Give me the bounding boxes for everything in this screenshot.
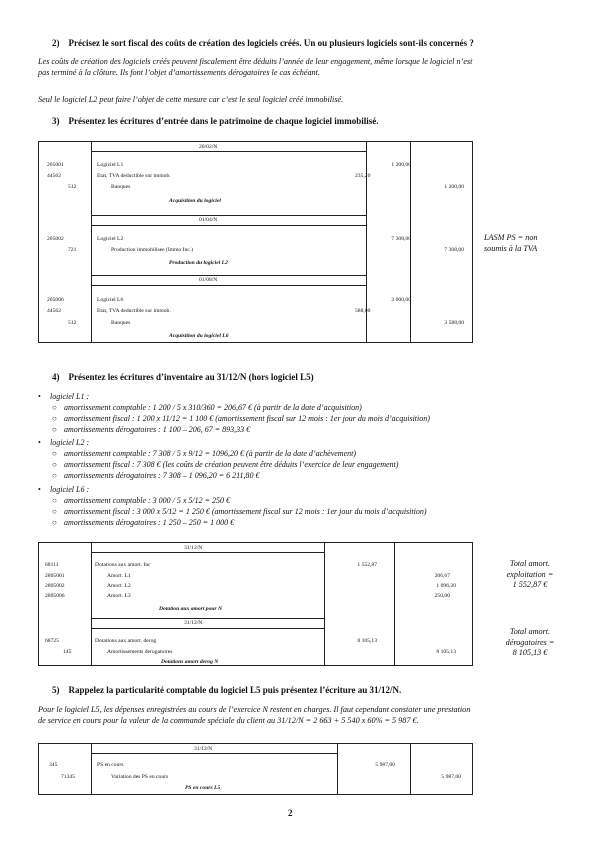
ps-en-cours-table xyxy=(38,743,473,795)
entry-date: 31/12/N xyxy=(194,746,213,752)
entry-date: 31/12/N xyxy=(184,545,203,551)
l1-heading: logiciel L1 : xyxy=(50,392,90,401)
account-number: 2805006 xyxy=(45,593,65,599)
tva-note-line-1: LASM PS = non xyxy=(484,233,538,242)
note-line: dérogatoires = xyxy=(505,637,555,647)
entry-date: 01/08/N xyxy=(199,277,218,283)
note-line: Total amort. xyxy=(509,559,551,568)
credit-amount: 7 308,00 xyxy=(444,247,464,253)
l6-heading: logiciel L6 : xyxy=(50,485,90,494)
entry-caption: Acquisition du logiciel xyxy=(169,198,221,204)
account-number: 345 xyxy=(49,762,58,768)
q5-paragraph-line-2: de service en cours pour la valeur de la commande spéciale du client au 31/12/N = 2 663 + 5 540 x 60% = 5 987 €. xyxy=(38,716,419,725)
account-number: 71345 xyxy=(61,774,75,780)
l2-line-a: amortissement comptable : 7 308 / 5 x 9/12 = 1096,20 € (à partir de la date d’achèvement) xyxy=(64,449,357,458)
debit-amount: 1 200,00 xyxy=(391,162,411,168)
account-number: 205001 xyxy=(47,162,64,168)
tva-note xyxy=(484,233,576,254)
line-label: Logiciel L1 xyxy=(97,162,124,168)
l1-line-b: amortissement fiscal : 1 200 x 11/12 = 1 100 € (amortissement fiscal sur 12 mois : 1er jour du mois d’acquisition) xyxy=(64,414,430,423)
total-amort-derog-note xyxy=(482,627,578,659)
note-line: 1 552,87 € xyxy=(512,580,548,589)
line-label: Production immobilisee (Immo Inc.) xyxy=(111,247,194,253)
entry-caption: PS en cours L5 xyxy=(185,785,221,791)
l2-line-c: amortissements dérogatoires : 7 308 – 1 096,20 = 6 211,80 € xyxy=(64,471,260,480)
line-label: Amort. L1 xyxy=(107,573,131,579)
entry-caption: Acquisition du logiciel L6 xyxy=(169,333,229,339)
line-label: Logiciel L2 xyxy=(97,236,124,242)
account-number: 44562 xyxy=(47,173,61,179)
line-label: PS en cours xyxy=(97,762,124,768)
credit-amount: 1 200,00 xyxy=(444,184,464,190)
debit-amount: 8 105,13 xyxy=(357,638,377,644)
circle-bullet-icon: ○ xyxy=(52,403,57,412)
line-label: Amortissements derogatoires xyxy=(107,649,173,655)
question-5-title: 5) Rappelez la particularité comptable du logiciel L5 puis présentez l’écriture au 31/12/N. xyxy=(52,685,402,695)
line-label: Dotations aux amort. Inc xyxy=(95,562,151,568)
bullet-icon: • xyxy=(38,438,41,447)
inventory-entries-table xyxy=(38,542,473,666)
line-label: Variation des PS en cours xyxy=(111,774,169,780)
line-label: Logiciel L6 xyxy=(97,297,124,303)
debit-amount: 3 000,00 xyxy=(391,297,411,303)
account-number: 2805001 xyxy=(45,573,65,579)
account-number: 2805002 xyxy=(45,583,65,589)
circle-bullet-icon: ○ xyxy=(52,414,57,423)
l1-line-c: amortissements dérogatoires : 1 100 – 206, 67 = 893,33 € xyxy=(64,425,251,434)
account-number: 205006 xyxy=(47,297,64,303)
account-number: 145 xyxy=(63,649,72,655)
line-label: Etat, TVA deductible sur immob. xyxy=(97,173,171,179)
question-4-title: 4) Présentez les écritures d’inventaire au 31/12/N (hors logiciel L5) xyxy=(52,372,314,382)
debit-amount: 5 987,00 xyxy=(375,762,395,768)
account-number: 68111 xyxy=(45,562,59,568)
note-line: exploitation = xyxy=(506,569,554,579)
credit-amount: 1 096,20 xyxy=(436,583,456,589)
line-label: Dotations aux amort. derog xyxy=(95,638,157,644)
q2-paragraph-line-2: pas terminé à la clôture. Ils font l’objet d’amortissements dérogatoires le cas échéant. xyxy=(38,68,320,77)
line-label: Amort. L3 xyxy=(107,593,131,599)
page-number: 2 xyxy=(288,808,293,818)
entry-date: 20/02/N xyxy=(199,144,218,150)
line-label: Banques xyxy=(111,320,131,326)
credit-amount: 5 987,00 xyxy=(441,774,461,780)
bullet-icon: • xyxy=(38,485,41,494)
credit-amount: 8 105,13 xyxy=(436,649,456,655)
entry-caption: Production du logiciel L2 xyxy=(169,260,228,266)
line-label: Amort. L2 xyxy=(107,583,131,589)
entry-date: 31/12/N xyxy=(184,620,203,626)
circle-bullet-icon: ○ xyxy=(52,425,57,434)
circle-bullet-icon: ○ xyxy=(52,471,57,480)
total-amort-exploitation-note xyxy=(482,559,578,591)
l2-heading: logiciel L2 : xyxy=(50,438,90,447)
q2-paragraph-line-1: Les coûts de création des logiciels créés peuvent fiscalement être déduits l’année de leur engagement, même lorsque le logiciel n’est xyxy=(38,57,473,66)
account-number: 512 xyxy=(68,184,77,190)
account-number: 205002 xyxy=(47,236,64,242)
account-number: 68725 xyxy=(45,638,59,644)
debit-amount: 235,20 xyxy=(355,173,371,179)
q5-paragraph-line-1: Pour le logiciel L5, les dépenses enregistrées au cours de l’exercice N restent en charges. Il faut cependant constater une prestation xyxy=(38,705,471,714)
line-label: Banques xyxy=(111,184,131,190)
debit-amount: 1 552,87 xyxy=(357,562,377,568)
circle-bullet-icon: ○ xyxy=(52,518,57,527)
l1-line-a: amortissement comptable : 1 200 / 5 x 310/360 = 206,67 € (à partir de la date d’acquisition) xyxy=(64,403,362,412)
note-line: 8 105,13 € xyxy=(512,648,548,657)
tva-note-line-2: soumis à la TVA xyxy=(484,243,538,253)
account-number: 44562 xyxy=(47,308,61,314)
question-2-title: 2) Précisez le sort fiscal des coûts de création des logiciels créés. Un ou plusieurs logiciels sont-ils concernés ? xyxy=(52,38,474,48)
question-3-title: 3) Présentez les écritures d’entrée dans le patrimoine de chaque logiciel immobilisé. xyxy=(52,116,379,126)
entry-date: 01/04/N xyxy=(199,217,218,223)
credit-amount: 206,67 xyxy=(434,573,450,579)
debit-amount: 7 308,00 xyxy=(391,236,411,242)
journal-entries-table xyxy=(38,141,473,343)
debit-amount: 588,00 xyxy=(355,308,371,314)
credit-amount: 3 588,00 xyxy=(444,320,464,326)
circle-bullet-icon: ○ xyxy=(52,449,57,458)
l2-line-b: amortissement fiscal : 7 308 € (les coûts de création peuvent être déduits l’exercice de leur engagement) xyxy=(64,460,399,469)
note-line: Total amort. xyxy=(509,627,551,636)
l6-line-c: amortissements dérogatoires : 1 250 – 250 = 1 000 € xyxy=(64,518,235,527)
credit-amount: 250,00 xyxy=(434,593,450,599)
circle-bullet-icon: ○ xyxy=(52,496,57,505)
l6-line-b: amortissement fiscal : 3 000 x 5/12 = 1 250 € (amortissement fiscal sur 12 mois : 1er jour du mois d’acquisition) xyxy=(64,507,427,516)
account-number: 512 xyxy=(68,320,77,326)
q2-paragraph-2: Seul le logiciel L2 peut faire l’objet de cette mesure car c’est le seul logiciel créé immobilisé. xyxy=(38,95,344,104)
circle-bullet-icon: ○ xyxy=(52,460,57,469)
bullet-icon: • xyxy=(38,392,41,401)
entry-caption: Dotation aux amort pour N xyxy=(159,606,223,612)
l6-line-a: amortissement comptable : 3 000 / 5 x 5/12 = 250 € xyxy=(64,496,231,505)
account-number: 721 xyxy=(68,247,77,253)
entry-caption: Dotations amort derog N xyxy=(161,659,219,665)
circle-bullet-icon: ○ xyxy=(52,507,57,516)
line-label: Etat, TVA deductible sur immob. xyxy=(97,308,171,314)
